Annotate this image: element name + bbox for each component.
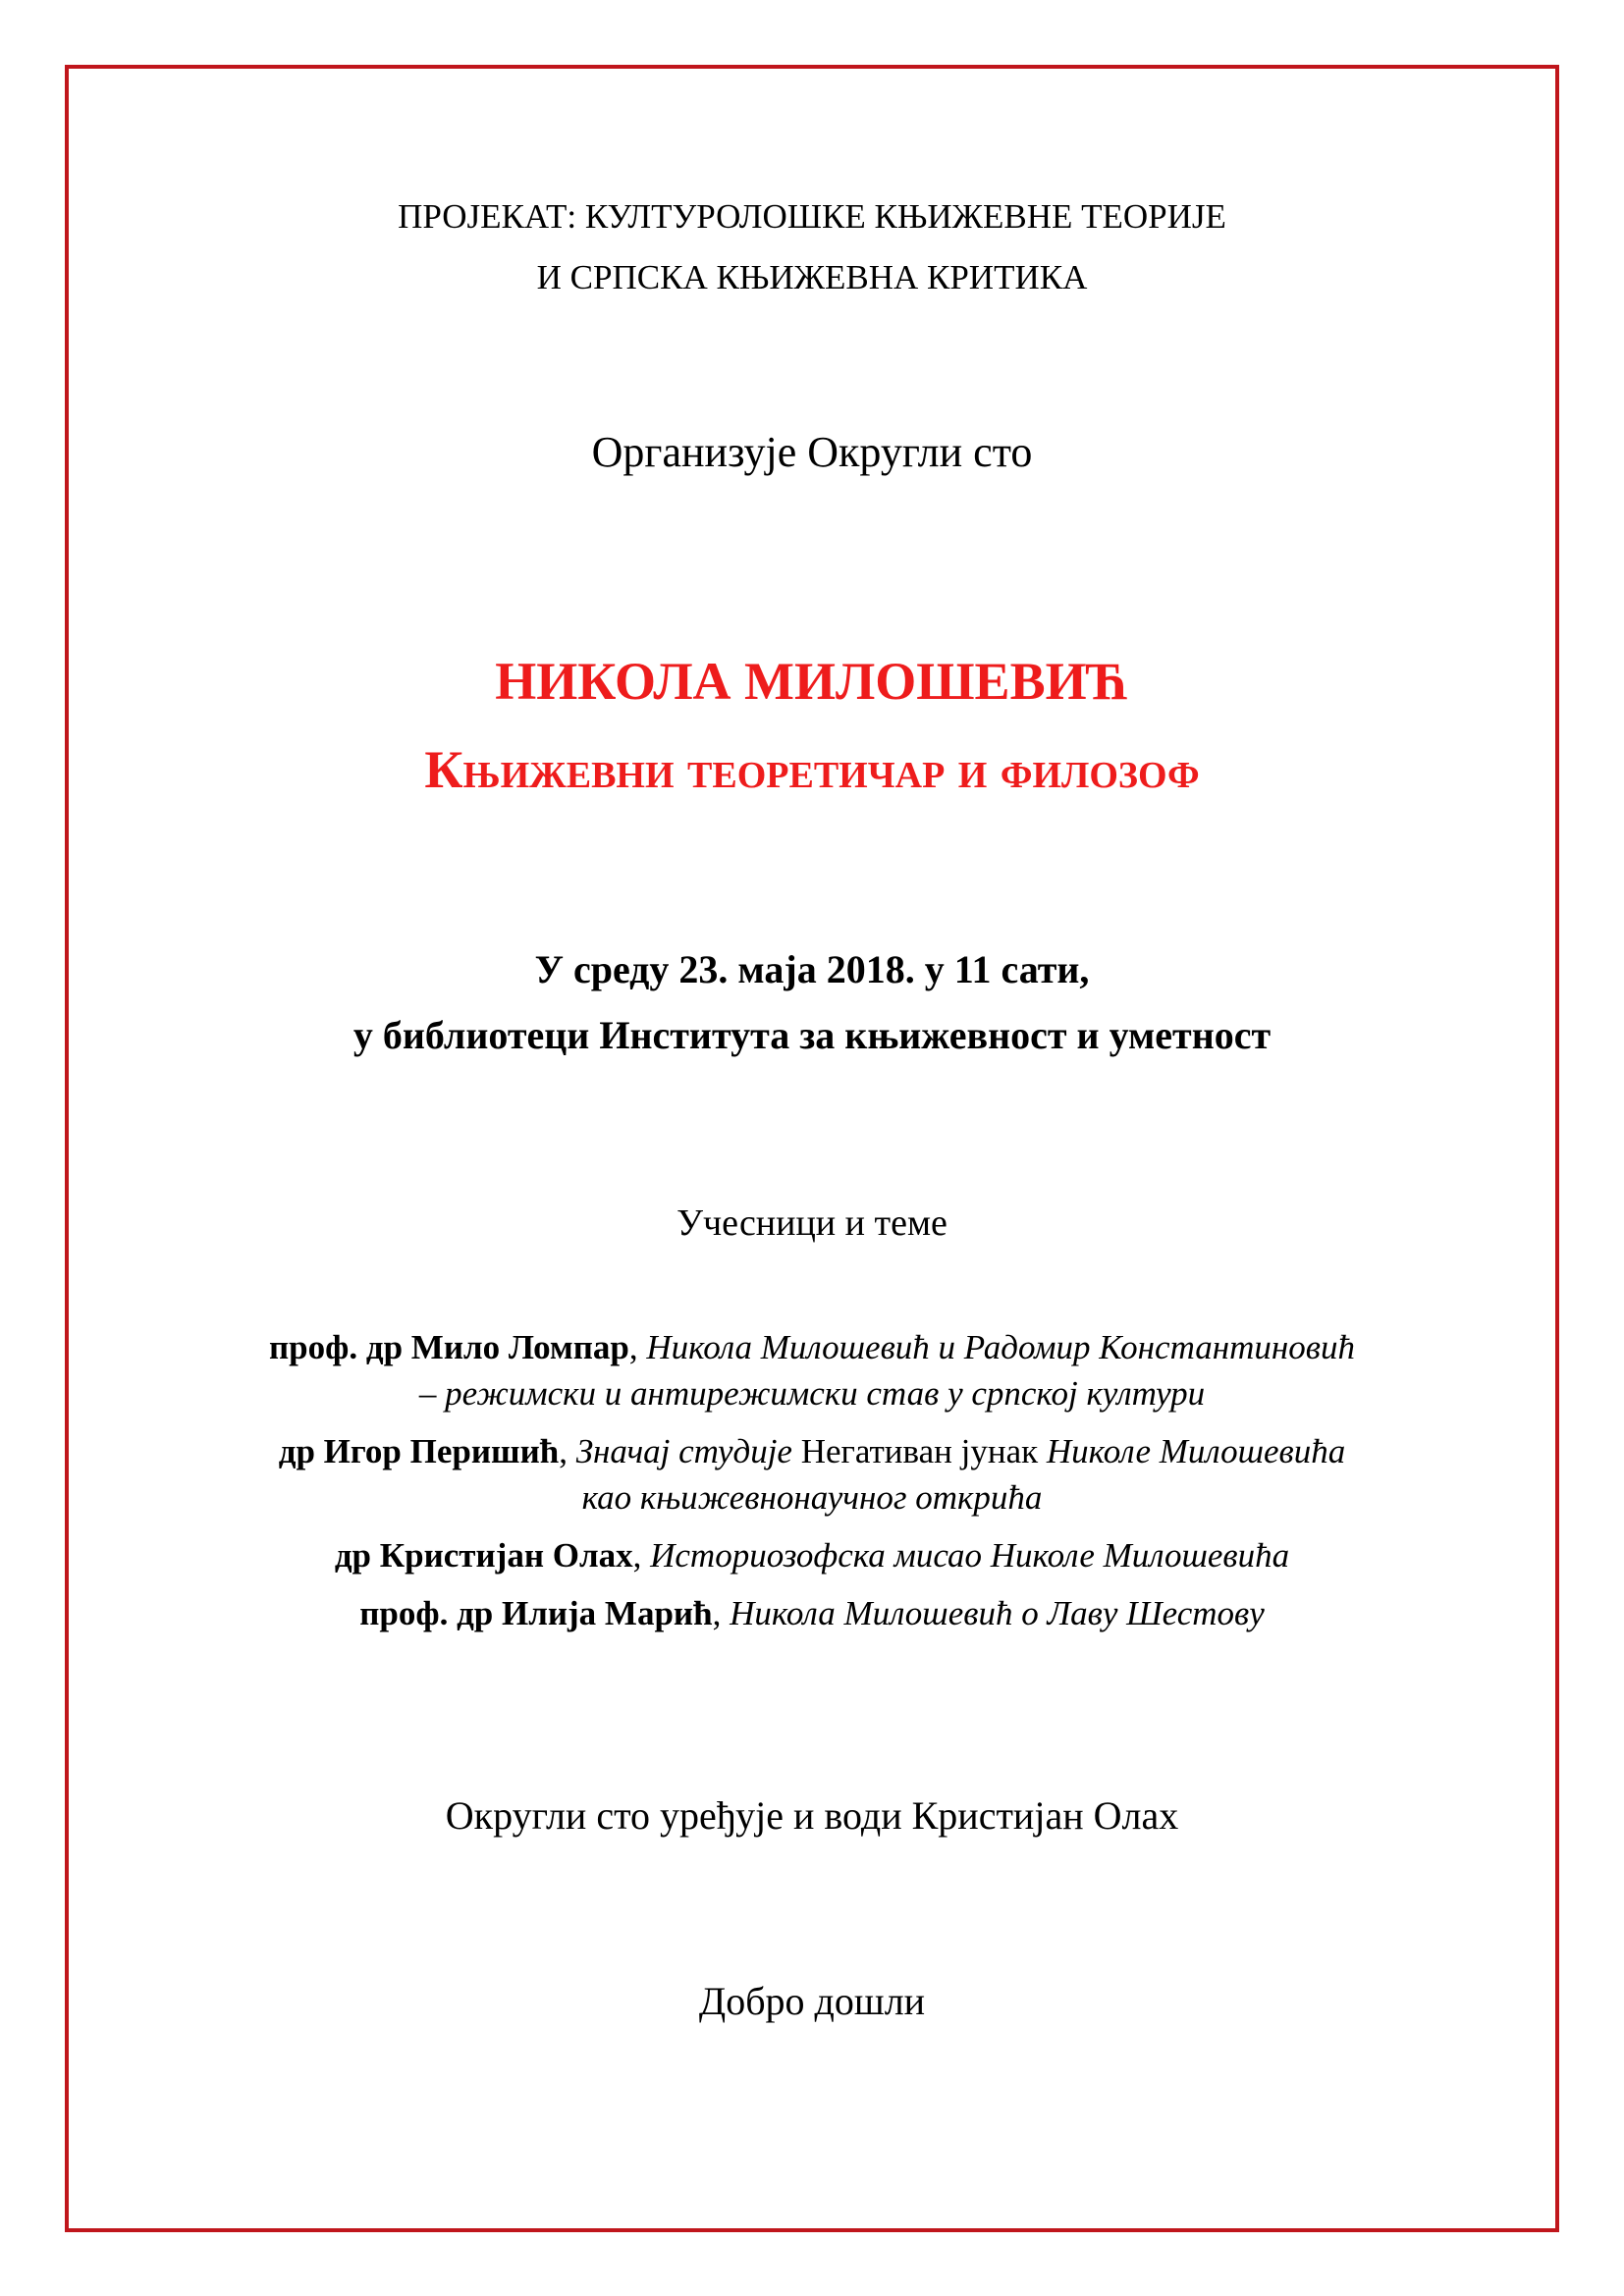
participant-1-line-1: проф. др Мило Ломпар, Никола Милошевић и Радомир Константиновић <box>269 1328 1355 1366</box>
participant-1-line-2 <box>0 1376 1624 1411</box>
participant-4-line-1: проф. др Илија Марић, Никола Милошевић о Лаву Шестову <box>359 1594 1265 1632</box>
participants-heading: Учесници и теме <box>677 1202 947 1244</box>
participant-4-name: проф. др Илија Марић <box>359 1594 713 1632</box>
event-location: у библиотеци Института за књижевност и уметност <box>352 1013 1272 1057</box>
welcome-text: Добро дошли <box>698 1979 926 2023</box>
organizes-round-table: Организује Округли сто <box>591 428 1033 476</box>
participant-2-line-2 <box>0 1480 1624 1515</box>
participant-1-name: проф. др Мило Ломпар <box>269 1328 629 1366</box>
participant-1-topic: Никола Милошевић и Радомир Константиновић <box>646 1328 1355 1366</box>
participant-3-name: др Кристијан Олах <box>334 1536 633 1575</box>
event-title-name: НИКОЛА МИЛОШЕВИЋ <box>495 652 1129 711</box>
project-title-line-2: И СРПСКА КЊИЖЕВНА КРИТИКА <box>536 258 1088 296</box>
participant-2-name: др Игор Перишић <box>278 1432 560 1470</box>
event-date-time: У среду 23. маја 2018. у 11 сати, <box>534 947 1090 991</box>
participant-2-line-1: др Игор Перишић, Значај студије Негативан јунак Николе Милошевића <box>278 1432 1346 1470</box>
participant-2-book-title: Негативан јунак <box>791 1432 1047 1470</box>
participant-3-topic: Историозофска мисао Николе Милошевића <box>650 1536 1290 1575</box>
participant-1-topic-cont: – режимски и антирежимски став у српској култури <box>418 1374 1206 1413</box>
participant-2-topic-cont: као књижевнонаучног открића <box>581 1478 1043 1517</box>
project-title-line-1: ПРОЈЕКАТ: КУЛТУРОЛОШКЕ КЊИЖЕВНЕ ТЕОРИЈЕ <box>398 197 1226 236</box>
event-title-subtitle: Књижевни теоретичар и филозоф <box>424 740 1200 799</box>
red-page-frame <box>65 65 1559 2232</box>
moderator-note: Округли сто уређује и води Кристијан Олах <box>445 1793 1179 1838</box>
participant-3-line-1: др Кристијан Олах, Историозофска мисао Николе Милошевића <box>334 1536 1290 1575</box>
participant-4-topic: Никола Милошевић о Лаву Шестову <box>730 1594 1265 1632</box>
